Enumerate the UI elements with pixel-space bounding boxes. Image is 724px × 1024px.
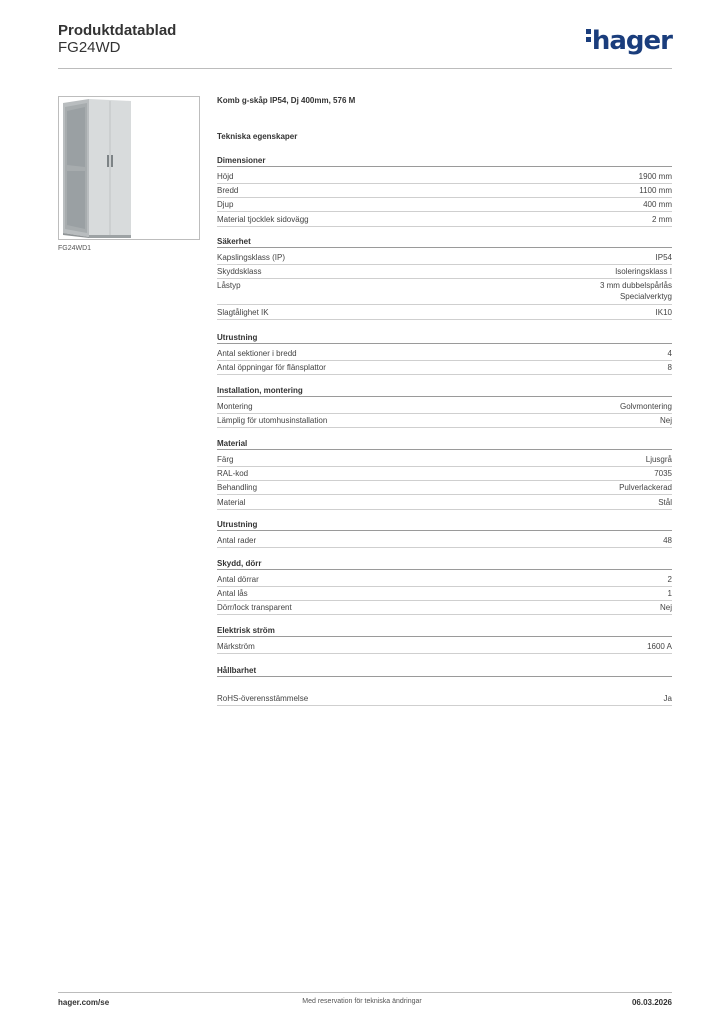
footer-website[interactable]: hager.com/se	[58, 998, 110, 1007]
spec-label: Antal dörrar	[217, 575, 259, 584]
spec-value	[639, 171, 672, 182]
spec-label: Antal öppningar för flänsplattor	[217, 363, 326, 373]
spec-value	[668, 574, 672, 585]
spec-value	[654, 468, 672, 479]
spec-value	[668, 362, 672, 373]
spec-label: RoHS-överensstämmelse	[217, 694, 309, 703]
section-title: Hållbarhet	[217, 666, 672, 677]
spec-value-line: Specialverktyg	[619, 292, 672, 302]
spec-value	[658, 497, 672, 508]
spec-row	[217, 495, 672, 510]
spec-row	[217, 346, 672, 361]
image-caption: FG24WD1	[58, 245, 92, 252]
spec-label: Montering	[217, 402, 253, 411]
spec-value	[647, 641, 672, 652]
hager-logo	[586, 26, 672, 56]
spec-row	[217, 183, 672, 198]
spec-row	[217, 480, 672, 495]
section-title: Material	[217, 439, 672, 450]
spec-value	[643, 199, 672, 210]
spec-row	[217, 169, 672, 184]
spec-value	[620, 401, 672, 412]
spec-value-line: IK10	[655, 307, 672, 317]
footer-divider	[58, 992, 672, 993]
spec-value-line: Pulverlackerad	[619, 483, 672, 493]
spec-label: Bredd	[217, 186, 239, 196]
spec-row	[217, 399, 672, 414]
spec-value	[600, 280, 672, 302]
spec-value	[646, 454, 672, 465]
spec-row	[217, 264, 672, 279]
spec-value	[619, 482, 672, 493]
spec-row	[217, 360, 672, 375]
spec-value	[656, 252, 672, 263]
spec-value-line: 1100 mm	[639, 186, 672, 196]
spec-value-line: 400 mm	[643, 200, 672, 210]
document-title: Produktdatablad	[58, 22, 177, 39]
spec-value	[639, 185, 672, 196]
spec-row	[217, 586, 672, 601]
spec-row	[217, 452, 672, 467]
spec-label: Dörr/lock transparent	[217, 603, 292, 613]
spec-value	[660, 602, 672, 613]
spec-label: Färg	[217, 455, 234, 464]
spec-value	[660, 415, 672, 426]
header-divider	[58, 68, 672, 69]
section-title: Säkerhet	[217, 237, 672, 248]
spec-value	[663, 535, 672, 546]
spec-label: Låstyp	[217, 281, 241, 291]
spec-value-line: Nej	[659, 416, 672, 426]
product-description: Komb g-skåp IP54, Dj 400mm, 576 M	[217, 96, 356, 105]
spec-value-line: 2	[667, 575, 672, 584]
spec-label: Märkström	[217, 642, 255, 651]
spec-row	[217, 197, 672, 212]
spec-label: Behandling	[217, 483, 258, 493]
spec-label: Höjd	[217, 172, 234, 181]
spec-value-line: 4	[667, 349, 672, 358]
article-number: FG24WD	[58, 39, 121, 56]
spec-label: Material tjocklek sidovägg	[217, 214, 309, 224]
spec-row	[217, 305, 672, 320]
spec-value	[668, 348, 672, 359]
technical-properties-heading: Tekniska egenskaper	[217, 132, 298, 141]
section-title: Skydd, dörr	[217, 559, 672, 570]
spec-value-line: 1900 mm	[638, 172, 672, 181]
spec-value	[664, 693, 672, 704]
spec-label: RAL-kod	[217, 469, 249, 479]
spec-row	[217, 600, 672, 615]
spec-value-line: Isoleringsklass I	[615, 267, 672, 277]
spec-row	[217, 250, 672, 265]
spec-value-line: 3 mm dubbelspårlås	[599, 281, 672, 291]
section-title: Utrustning	[217, 520, 672, 531]
section-title: Dimensioner	[217, 156, 672, 167]
spec-value-line: 1600 A	[647, 642, 672, 651]
spec-label: Kapslingsklass (IP)	[217, 253, 286, 262]
section-title: Elektrisk ström	[217, 626, 672, 637]
spec-value	[652, 214, 672, 225]
spec-value-line: Golvmontering	[619, 402, 672, 411]
spec-value-line: IP54	[655, 253, 672, 262]
spec-label: Antal sektioner i bredd	[217, 349, 297, 358]
spec-row	[217, 212, 672, 227]
spec-value-line: Stål	[658, 497, 672, 507]
spec-row	[217, 278, 672, 304]
spec-label: Skyddsklass	[217, 267, 262, 277]
spec-label: Antal rader	[217, 536, 257, 545]
spec-row	[217, 691, 672, 706]
footer-notice: Med reservation för tekniska ändringar	[302, 998, 422, 1005]
spec-value	[668, 588, 672, 599]
footer-date: 06.03.2026	[631, 998, 672, 1007]
spec-value-line: 2 mm	[652, 214, 672, 224]
spec-value-line: Ljusgrå	[645, 455, 672, 464]
spec-label: Antal lås	[217, 589, 248, 599]
logo-text: hager	[591, 26, 672, 56]
product-image	[58, 96, 200, 240]
spec-value-line: Nej	[659, 603, 672, 613]
spec-value	[656, 307, 672, 318]
section-title: Installation, montering	[217, 386, 672, 397]
spec-label: Slagtålighet IK	[217, 307, 269, 317]
spec-row	[217, 413, 672, 428]
spec-value-line: 48	[663, 536, 672, 545]
logo-dots-icon	[586, 29, 591, 45]
spec-row	[217, 466, 672, 481]
spec-value-line: 8	[667, 363, 672, 373]
spec-label: Lämplig för utomhusinstallation	[217, 416, 328, 426]
spec-row	[217, 533, 672, 548]
spec-value-line: 7035	[654, 469, 672, 479]
spec-label: Material	[217, 497, 246, 507]
spec-value-line: Ja	[663, 694, 672, 703]
page-header	[58, 20, 672, 70]
section-title: Utrustning	[217, 333, 672, 344]
spec-label: Djup	[217, 200, 234, 210]
spec-row	[217, 572, 672, 587]
cabinet-image-icon	[59, 97, 199, 239]
spec-value-line: 1	[667, 589, 672, 599]
spec-value	[615, 266, 672, 277]
spec-row	[217, 639, 672, 654]
